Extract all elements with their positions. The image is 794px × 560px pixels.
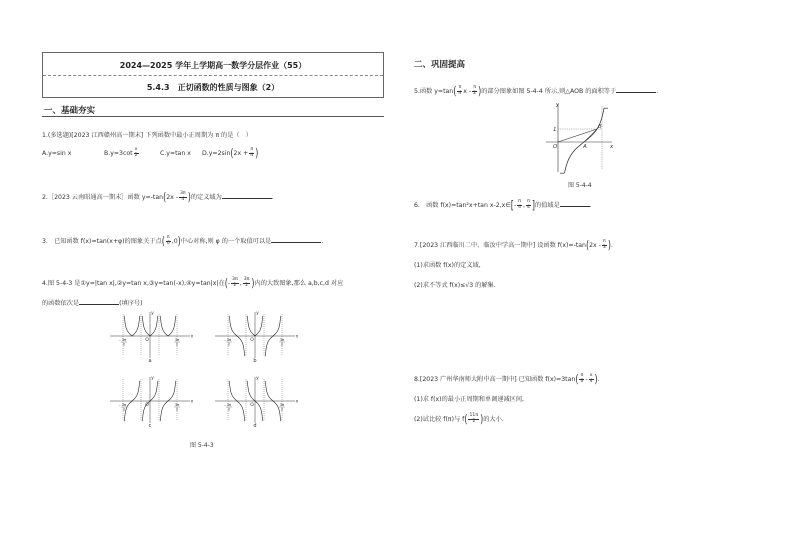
tick-label-neg <box>224 403 232 412</box>
q1-option-d: D.y=2sin(2x + $\frac{\pi}{4}$ ) <box>202 147 259 160</box>
y-one-label: 1 <box>553 127 557 133</box>
y-axis-label: y <box>256 376 259 381</box>
tick-label-pos <box>174 338 180 347</box>
tick-label-neg <box>224 338 232 347</box>
tick-neg-num: 3π <box>226 338 232 342</box>
q5-stem: 5.函数 y=tan( $\frac{\pi}{4}$ x - $\frac{\pi}{2}$ )的部分图象如图 5-4-4 所示,则△AOB 的面积等于 . <box>414 85 659 98</box>
figure-5-4-3-label-b: b <box>253 358 257 364</box>
q3-stem: 3. 已知函数 f(x)=tan(x+φ)的图象关于点( $\frac{\pi}{6}$ ,0)中心对称,则 φ 的一个取值可以是 . <box>42 235 324 248</box>
tick-label-neg <box>119 338 127 347</box>
q6-answer-blank[interactable] <box>560 200 590 207</box>
lesson-subtitle: 5.4.3 正切函数的性质与图象（2） <box>146 83 280 92</box>
point-A-label: A <box>583 144 587 150</box>
section-heading-basic: 一、基础夯实 <box>44 106 96 116</box>
q8-stem: 8.[2023 广州华南师大附中高一期中] 已知函数 f(x)=3tan( $\frac{\pi}{6}$ - $\frac{x}{4}$ ). <box>414 373 600 386</box>
worksheet-title: 2024—2025 学年上学期高一数学分层作业（55） <box>119 61 307 70</box>
q1-option-a: A.y=sin x <box>42 150 72 157</box>
q4-answer-blank[interactable] <box>79 298 119 305</box>
figure-5-4-3-panel-a <box>110 311 194 364</box>
q5-answer-blank[interactable] <box>616 86 656 93</box>
tick-pos-den: 2 <box>175 342 179 347</box>
figure-5-4-3-panel-c <box>110 376 194 429</box>
q1-stem: 1.(多选题)[2023 江西赣州高一期末] 下列函数中最小正周期为 π 的是（ ） <box>42 132 252 139</box>
figure-5-4-3-label-c: c <box>148 423 152 429</box>
tick-label-pos <box>279 403 285 412</box>
section-rule-basic <box>42 116 384 117</box>
origin-label: O <box>250 338 254 343</box>
tick-neg-sign: - <box>119 403 121 408</box>
tan-curve <box>560 108 608 173</box>
q2-answer-blank[interactable] <box>222 192 272 199</box>
figure-5-4-3-label-a: a <box>148 358 152 364</box>
origin-label: O <box>145 403 149 408</box>
tick-label-pos <box>174 403 180 412</box>
tick-neg-num: 3π <box>121 338 127 342</box>
origin-label: O <box>553 144 558 150</box>
q4-stem-line2: 的函数依次是 (填序号) <box>42 300 143 307</box>
header-box <box>42 52 384 98</box>
q4-stem-line1: 4.图 5-4-3 是①y=|tan x|,②y=tan x,③y=tan(-x),④y=tan|x|在(- $\frac{3\pi}{2}$ , $\frac{3\pi}{2}$ )内的大致图象,那么 a,b,c,d 对应 <box>42 277 344 290</box>
y-axis-label: y <box>151 311 154 316</box>
q1-option-b: B.y=3cot $\frac{x}{2}$ <box>104 147 138 158</box>
segment-OB <box>558 129 597 142</box>
figure-5-4-3-label-d: d <box>253 423 257 429</box>
q1-option-c: C.y=tan x <box>160 150 191 157</box>
tick-neg-sign: - <box>224 403 226 408</box>
figure-5-4-3-panel-b <box>215 311 299 364</box>
q3-answer-blank[interactable] <box>271 236 321 243</box>
x-axis-label: x <box>295 334 299 340</box>
figure-5-4-3 <box>100 306 310 436</box>
q2-stem: 2.［2023 云南昭通高一期末］函数 y=-tan(2x - $\frac{3\pi}{4}$ )的定义域为 . <box>42 191 274 204</box>
y-axis-label: y <box>151 376 154 381</box>
x-axis-label: x <box>295 399 299 405</box>
tick-neg-den: 2 <box>227 407 231 412</box>
y-axis-label: y <box>556 102 560 108</box>
tick-neg-den: 2 <box>122 342 126 347</box>
q6-stem: 6. 函数 f(x)=tan²x+tan x-2,x∈[- $\frac{\pi}{4}$ , $\frac{\pi}{4}$ ]的值域是 . <box>414 199 592 212</box>
section-heading-advanced: 二、巩固提高 <box>414 60 466 70</box>
q8-part1: (1)求 f(x)的最小正周期和单调递减区间, <box>414 396 524 403</box>
origin-label: O <box>145 338 149 343</box>
tick-pos-den: 2 <box>280 407 284 412</box>
figure-5-4-4 <box>540 98 620 176</box>
tick-neg-num: 3π <box>226 403 232 407</box>
q8-part2: (2)试比较 f(π)与 f( $\frac{11\pi}{2}$ )的大小. <box>414 413 504 426</box>
tick-pos-den: 2 <box>280 342 284 347</box>
figure-5-4-3-panel-d <box>215 376 299 429</box>
q7-part2: (2)求不等式 f(x)≤√3 的解集. <box>414 282 496 289</box>
tick-label-pos <box>279 338 285 347</box>
header-divider <box>43 75 383 76</box>
tick-pos-num: 3π <box>279 403 285 407</box>
tick-pos-num: 3π <box>279 338 285 342</box>
tick-neg-sign: - <box>119 338 121 343</box>
y-axis-label: y <box>256 311 259 316</box>
tick-neg-den: 2 <box>227 342 231 347</box>
tick-pos-num: 3π <box>174 403 180 407</box>
tick-pos-den: 2 <box>175 407 179 412</box>
q7-part1: (1)求函数 f(x)的定义域, <box>414 262 481 269</box>
tick-neg-sign: - <box>224 338 226 343</box>
origin-label: O <box>250 403 254 408</box>
point-B-label: B <box>598 124 602 130</box>
tick-pos-num: 3π <box>174 338 180 342</box>
figure-5-4-3-caption: 图 5-4-3 <box>190 442 214 449</box>
q7-stem: 7.[2023 江西临川二中、临汝中学高一期中] 设函数 f(x)=-tan(2x - $\frac{\pi}{3}$ ). <box>414 239 613 252</box>
x-axis-label: x <box>190 334 194 340</box>
tick-neg-den: 2 <box>122 407 126 412</box>
x-axis-label: x <box>190 399 194 405</box>
tan-curve-branch <box>160 316 177 336</box>
x-axis-label: x <box>610 144 614 150</box>
figure-5-4-4-caption: 图 5-4-4 <box>568 182 592 189</box>
tick-neg-num: 3π <box>121 403 127 407</box>
tan-curve-branch <box>124 316 141 336</box>
